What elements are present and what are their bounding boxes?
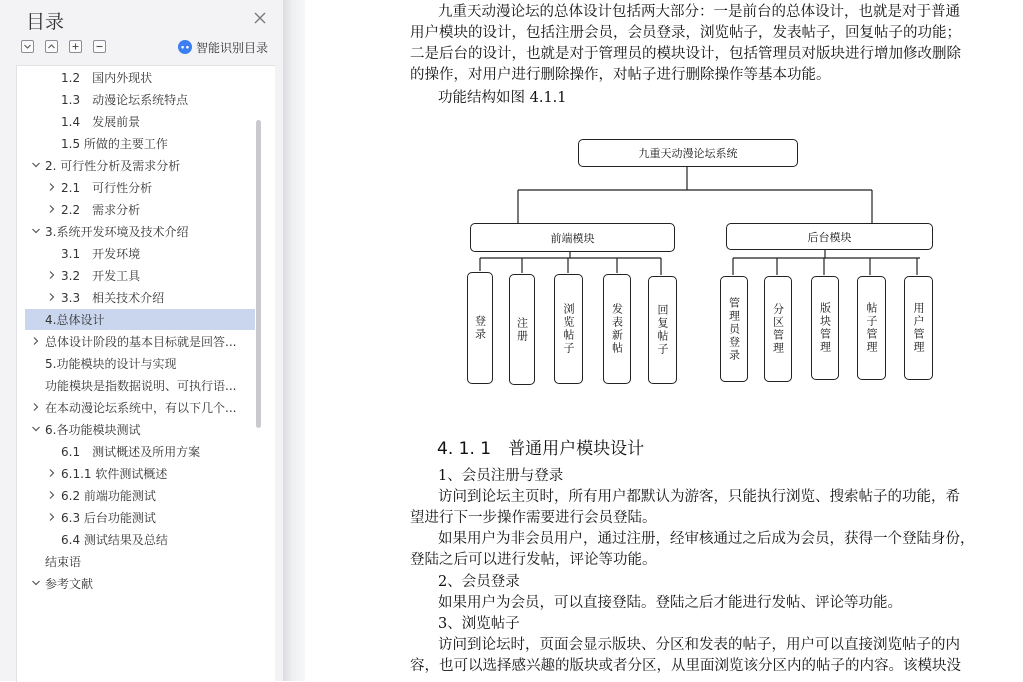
diagram-root-node: 九重天动漫论坛系统 [578, 139, 798, 167]
toc-item[interactable] [25, 441, 255, 462]
toc-item[interactable] [25, 67, 255, 88]
diagram-leaf-login: 登录 [467, 272, 493, 384]
toc-item[interactable] [25, 111, 255, 132]
toc-item-label: 参考文献 [45, 577, 94, 591]
chevron-down-icon[interactable] [31, 160, 41, 170]
toc-item[interactable] [25, 243, 255, 264]
toc-item-label: 6.各功能模块测试 [45, 423, 141, 437]
paragraph-line: 如果用户为会员，可以直接登陆。登陆之后才能进行发帖、评论等功能。 [438, 595, 902, 611]
paragraph-line: 望进行下一步操作需要进行会员登陆。 [410, 510, 657, 526]
toc-item-label: 6.3 后台功能测试 [61, 511, 156, 525]
toc-item-label: 3.3 相关技术介绍 [61, 291, 165, 305]
toc-item[interactable] [25, 463, 255, 484]
toc-item-label: 6.2 前端功能测试 [61, 489, 156, 503]
chevron-right-icon[interactable] [31, 402, 41, 412]
chevron-right-icon[interactable] [47, 490, 57, 500]
panel-divider[interactable] [283, 0, 305, 681]
toc-item[interactable] [25, 419, 255, 440]
toc-item[interactable] [25, 89, 255, 110]
diagram-leaf-browse-posts: 浏览帖子 [554, 274, 583, 384]
paragraph-line: 二是后台的设计，也就是对于管理员的模块设计，包括管理员对版块进行增加修改删除 [410, 46, 961, 62]
cloud-ai-icon [178, 40, 192, 54]
chevron-down-icon[interactable] [31, 226, 41, 236]
smart-recognition-button[interactable] [178, 39, 268, 55]
diagram-leaf-new-post: 发表新帖 [603, 274, 631, 384]
chevron-right-icon[interactable] [47, 512, 57, 522]
close-icon[interactable] [252, 10, 268, 26]
toc-item-label: 6.1 测试概述及所用方案 [61, 445, 201, 459]
diagram-leaf-board-management: 版块管理 [811, 276, 839, 380]
add-heading-icon[interactable] [69, 40, 82, 53]
item-title: 3、浏览帖子 [438, 616, 520, 632]
diagram-leaf-admin-login: 管理员登录 [720, 276, 748, 382]
toc-item[interactable] [25, 551, 255, 572]
section-heading: 4. 1. 1 普通用户模块设计 [437, 439, 645, 459]
document-page [305, 0, 1023, 681]
toc-item-label: 3.2 开发工具 [61, 269, 141, 283]
toc-item-label: 2. 可行性分析及需求分析 [45, 159, 181, 173]
paragraph-line: 访问到论坛主页时，所有用户都默认为游客，只能执行浏览、搜索帖子的功能，希 [438, 489, 960, 505]
chevron-down-icon[interactable] [31, 578, 41, 588]
toc-item-label: 3.系统开发环境及技术介绍 [45, 225, 189, 239]
collapse-all-icon[interactable] [21, 40, 34, 53]
toc-item-label: 2.1 可行性分析 [61, 181, 153, 195]
toc-item[interactable] [25, 133, 255, 154]
toc-item-label: 总体设计阶段的基本目标就是回答... [45, 335, 237, 349]
toc-item[interactable] [25, 309, 255, 330]
diagram-leaf-register: 注册 [509, 274, 535, 385]
item-title: 1、会员注册与登录 [438, 468, 564, 484]
expand-all-icon[interactable] [45, 40, 58, 53]
paragraph-line: 如果用户为非会员用户，通过注册，经审核通过之后成为会员，获得一个登陆身份， [438, 531, 975, 547]
toc-item[interactable] [25, 529, 255, 550]
toc-item-label: 1.4 发展前景 [61, 115, 141, 129]
toc-title: 目录 [26, 11, 65, 33]
toc-item[interactable] [25, 199, 255, 220]
item-title: 2、会员登录 [438, 574, 520, 590]
paragraph-line: 用户模块的设计，包括注册会员，会员登录，浏览帖子，发表帖子，回复帖子的功能； [410, 25, 961, 41]
toc-item-label: 功能模块是指数据说明、可执行语... [45, 379, 237, 393]
toc-item-label: 1.5 所做的主要工作 [61, 137, 168, 151]
chevron-right-icon[interactable] [31, 336, 41, 346]
diagram-leaf-reply-post: 回复帖子 [648, 276, 677, 384]
toc-item-label: 1.2 国内外现状 [61, 71, 153, 85]
chevron-right-icon[interactable] [47, 204, 57, 214]
toc-item-label: 3.1 开发环境 [61, 247, 141, 261]
toc-item-label: 1.3 动漫论坛系统特点 [61, 93, 189, 107]
toc-item[interactable] [25, 265, 255, 286]
toc-panel [0, 0, 283, 681]
diagram-leaf-post-management: 帖子管理 [857, 276, 886, 380]
toc-scrollbar[interactable] [256, 120, 261, 428]
figure-reference: 功能结构如图 4.1.1 [438, 90, 567, 106]
toc-item[interactable] [25, 353, 255, 374]
diagram-leaf-user-management: 用户管理 [904, 276, 933, 380]
toc-list [16, 65, 275, 682]
toc-item-label: 6.4 测试结果及总结 [61, 533, 168, 547]
chevron-down-icon[interactable] [31, 424, 41, 434]
toc-item-label: 2.2 需求分析 [61, 203, 141, 217]
toc-item-label: 结束语 [45, 555, 82, 569]
toc-item-label: 5.功能模块的设计与实现 [45, 357, 177, 371]
smart-recognition-label: 智能识别目录 [196, 40, 269, 55]
toc-item-label: 4.总体设计 [45, 313, 105, 327]
diagram-back-node: 后台模块 [726, 223, 933, 250]
chevron-right-icon[interactable] [47, 292, 57, 302]
toc-item[interactable] [25, 573, 255, 594]
chevron-right-icon[interactable] [47, 182, 57, 192]
toc-item[interactable] [25, 507, 255, 528]
toc-item[interactable] [25, 331, 255, 352]
toc-item[interactable] [25, 397, 255, 418]
paragraph-line: 的操作，对用户进行删除操作，对帖子进行删除操作等基本功能。 [410, 67, 831, 83]
chevron-right-icon[interactable] [47, 270, 57, 280]
paragraph-line: 容，也可以选择感兴趣的版块或者分区，从里面浏览该分区内的帖子的内容。该模块没 [410, 658, 961, 674]
chevron-right-icon[interactable] [47, 468, 57, 478]
toc-item[interactable] [25, 155, 255, 176]
diagram-front-node: 前端模块 [470, 223, 675, 252]
toc-item[interactable] [25, 485, 255, 506]
toc-item[interactable] [25, 375, 255, 396]
toc-item[interactable] [25, 177, 255, 198]
toc-item-label: 在本动漫论坛系统中，有以下几个... [45, 401, 237, 415]
toc-item[interactable] [25, 287, 255, 308]
paragraph-line: 登陆之后可以进行发帖，评论等功能。 [410, 552, 657, 568]
remove-heading-icon[interactable] [93, 40, 106, 53]
paragraph-line: 访问到论坛时，页面会显示版块、分区和发表的帖子，用户可以直接浏览帖子的内 [438, 637, 960, 653]
paragraph-line: 九重天动漫论坛的总体设计包括两大部分：一是前台的总体设计，也就是对于普通 [438, 4, 960, 20]
toc-item-label: 6.1.1 软件测试概述 [61, 467, 168, 481]
function-structure-diagram [465, 132, 945, 392]
diagram-leaf-zone-management: 分区管理 [764, 276, 792, 382]
toc-item[interactable] [25, 221, 255, 242]
